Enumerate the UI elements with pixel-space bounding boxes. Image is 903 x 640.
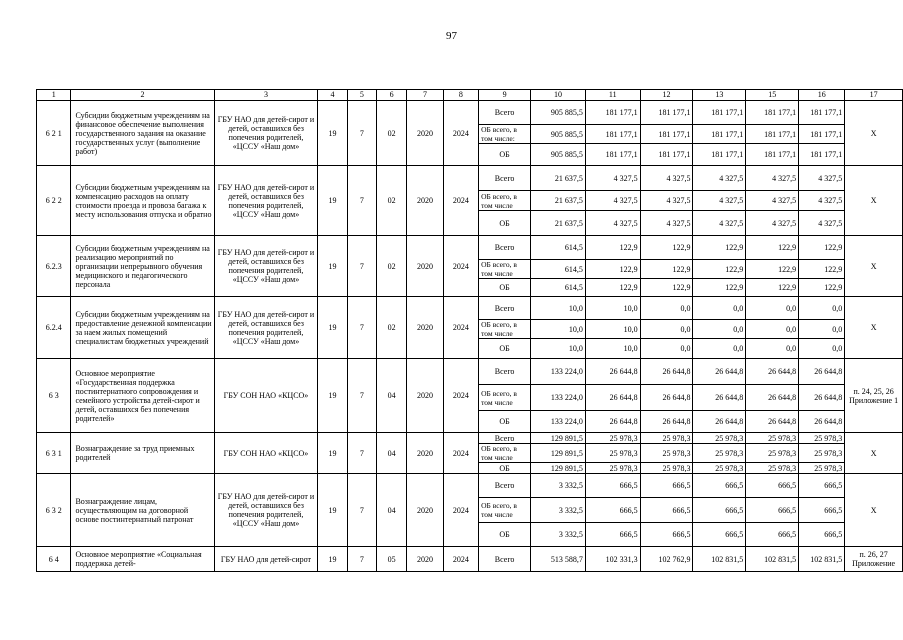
value-cell: 614,5 <box>531 260 586 279</box>
row-col8-cell: 2024 <box>443 297 478 359</box>
table-row <box>37 547 903 572</box>
value-cell: 181 177,1 <box>799 144 845 166</box>
value-cell: 25 978,3 <box>693 444 746 463</box>
column-header: 13 <box>693 90 746 101</box>
value-cell: 25 978,3 <box>693 463 746 474</box>
row-col8-cell: 2024 <box>443 433 478 474</box>
row-code-cell: 6 3 1 <box>37 433 71 474</box>
value-cell: 26 644,8 <box>640 411 693 433</box>
row-code-cell: 6 2 1 <box>37 101 71 166</box>
category-cell: Всего <box>479 547 531 572</box>
value-cell: 0,0 <box>746 320 799 339</box>
row-code-cell: 6 4 <box>37 547 71 572</box>
value-cell: 122,9 <box>585 236 640 260</box>
row-code-cell: 6 3 2 <box>37 474 71 547</box>
table-row <box>37 359 903 385</box>
value-cell: 122,9 <box>746 279 799 297</box>
value-cell: 4 327,5 <box>640 211 693 236</box>
value-cell: 3 332,5 <box>531 523 586 547</box>
value-cell: 26 644,8 <box>799 411 845 433</box>
value-cell: 666,5 <box>585 498 640 523</box>
value-cell: 181 177,1 <box>640 101 693 125</box>
value-cell: 666,5 <box>746 498 799 523</box>
row-org-cell: ГБУ НАО для детей-сирот и детей, оставшихся без попечения родителей, «ЦССУ «Наш дом» <box>214 166 318 236</box>
value-cell: 0,0 <box>693 297 746 320</box>
row-col7-cell: 2020 <box>407 236 443 297</box>
value-cell: 4 327,5 <box>585 191 640 211</box>
value-cell: 666,5 <box>746 523 799 547</box>
value-cell: 122,9 <box>585 279 640 297</box>
row-col6-cell: 02 <box>376 236 406 297</box>
value-cell: 122,9 <box>799 236 845 260</box>
value-cell: 122,9 <box>640 260 693 279</box>
row-note-cell: Х <box>845 101 903 166</box>
column-header: 15 <box>746 90 799 101</box>
value-cell: 102 831,5 <box>693 547 746 572</box>
row-col6-cell: 05 <box>376 547 406 572</box>
row-col8-cell: 2024 <box>443 359 478 433</box>
row-col6-cell: 02 <box>376 297 406 359</box>
column-header: 7 <box>407 90 443 101</box>
value-cell: 122,9 <box>693 279 746 297</box>
value-cell: 4 327,5 <box>640 191 693 211</box>
category-cell: ОБ всего, в том числе <box>479 444 531 463</box>
value-cell: 26 644,8 <box>799 385 845 411</box>
row-col7-cell: 2020 <box>407 166 443 236</box>
value-cell: 26 644,8 <box>799 359 845 385</box>
row-name-cell: Основное мероприятие «Социальная поддержка детей- <box>71 547 214 572</box>
value-cell: 10,0 <box>531 320 586 339</box>
value-cell: 102 762,9 <box>640 547 693 572</box>
value-cell: 0,0 <box>799 320 845 339</box>
value-cell: 4 327,5 <box>693 211 746 236</box>
value-cell: 122,9 <box>693 236 746 260</box>
value-cell: 26 644,8 <box>746 411 799 433</box>
value-cell: 21 637,5 <box>531 166 586 191</box>
value-cell: 181 177,1 <box>799 125 845 144</box>
value-cell: 122,9 <box>640 279 693 297</box>
row-note-cell: Х <box>845 297 903 359</box>
row-col5-cell: 7 <box>347 547 376 572</box>
value-cell: 666,5 <box>585 523 640 547</box>
row-col8-cell: 2024 <box>443 236 478 297</box>
value-cell: 614,5 <box>531 279 586 297</box>
row-note-cell: п. 24, 25, 26 Приложение 1 <box>845 359 903 433</box>
row-org-cell: ГБУ НАО для детей-сирот <box>214 547 318 572</box>
category-cell: ОБ <box>479 463 531 474</box>
column-header: 2 <box>71 90 214 101</box>
row-col4-cell: 19 <box>318 236 347 297</box>
value-cell: 102 331,3 <box>585 547 640 572</box>
value-cell: 129 891,5 <box>531 433 586 444</box>
value-cell: 0,0 <box>693 320 746 339</box>
column-header: 17 <box>845 90 903 101</box>
table-row <box>37 236 903 260</box>
value-cell: 4 327,5 <box>640 166 693 191</box>
row-name-cell: Вознаграждение лицам, осуществляющим на договорной основе постинтернатный патронат <box>71 474 214 547</box>
value-cell: 666,5 <box>799 498 845 523</box>
row-col7-cell: 2020 <box>407 101 443 166</box>
value-cell: 133 224,0 <box>531 411 586 433</box>
category-cell: Всего <box>479 101 531 125</box>
category-cell: ОБ всего, в том числе <box>479 260 531 279</box>
value-cell: 25 978,3 <box>693 433 746 444</box>
row-col8-cell: 2024 <box>443 547 478 572</box>
value-cell: 26 644,8 <box>585 359 640 385</box>
value-cell: 129 891,5 <box>531 463 586 474</box>
value-cell: 0,0 <box>640 297 693 320</box>
row-col6-cell: 02 <box>376 166 406 236</box>
row-col5-cell: 7 <box>347 433 376 474</box>
value-cell: 122,9 <box>693 260 746 279</box>
category-cell: ОБ всего, в том числе <box>479 191 531 211</box>
value-cell: 181 177,1 <box>585 144 640 166</box>
value-cell: 0,0 <box>746 297 799 320</box>
row-col5-cell: 7 <box>347 101 376 166</box>
value-cell: 181 177,1 <box>746 101 799 125</box>
category-cell: Всего <box>479 474 531 498</box>
row-col4-cell: 19 <box>318 474 347 547</box>
value-cell: 122,9 <box>746 260 799 279</box>
table-row <box>37 101 903 125</box>
value-cell: 10,0 <box>585 297 640 320</box>
value-cell: 614,5 <box>531 236 586 260</box>
value-cell: 122,9 <box>585 260 640 279</box>
table-row <box>37 474 903 498</box>
category-cell: Всего <box>479 166 531 191</box>
value-cell: 4 327,5 <box>799 166 845 191</box>
value-cell: 25 978,3 <box>799 463 845 474</box>
value-cell: 3 332,5 <box>531 498 586 523</box>
row-code-cell: 6.2.3 <box>37 236 71 297</box>
category-cell: ОБ <box>479 279 531 297</box>
value-cell: 122,9 <box>799 279 845 297</box>
value-cell: 25 978,3 <box>799 444 845 463</box>
row-org-cell: ГБУ НАО для детей-сирот и детей, оставшихся без попечения родителей, «ЦССУ «Наш дом» <box>214 101 318 166</box>
category-cell: Всего <box>479 236 531 260</box>
value-cell: 181 177,1 <box>640 144 693 166</box>
value-cell: 25 978,3 <box>799 433 845 444</box>
value-cell: 122,9 <box>799 260 845 279</box>
value-cell: 26 644,8 <box>693 411 746 433</box>
value-cell: 666,5 <box>693 498 746 523</box>
category-cell: ОБ <box>479 411 531 433</box>
row-col6-cell: 04 <box>376 474 406 547</box>
row-col4-cell: 19 <box>318 297 347 359</box>
column-header: 6 <box>376 90 406 101</box>
value-cell: 26 644,8 <box>585 411 640 433</box>
row-col4-cell: 19 <box>318 101 347 166</box>
row-org-cell: ГБУ НАО для детей-сирот и детей, оставшихся без попечения родителей, «ЦССУ «Наш дом» <box>214 236 318 297</box>
value-cell: 181 177,1 <box>746 144 799 166</box>
row-col7-cell: 2020 <box>407 359 443 433</box>
value-cell: 4 327,5 <box>585 211 640 236</box>
header-row <box>37 90 903 101</box>
row-note-cell: Х <box>845 166 903 236</box>
value-cell: 3 332,5 <box>531 474 586 498</box>
row-col6-cell: 04 <box>376 359 406 433</box>
category-cell: Всего <box>479 359 531 385</box>
row-name-cell: Субсидии бюджетным учреждениям на реализацию мероприятий по организации непрерывного обучения медицинского и педагогического персонала <box>71 236 214 297</box>
row-col6-cell: 04 <box>376 433 406 474</box>
value-cell: 26 644,8 <box>693 359 746 385</box>
row-name-cell: Субсидии бюджетным учреждениям на финансовое обеспечение выполнения государственного задания на оказание государственных услуг (выполнение работ) <box>71 101 214 166</box>
column-header: 3 <box>214 90 318 101</box>
value-cell: 905 885,5 <box>531 125 586 144</box>
column-header: 12 <box>640 90 693 101</box>
category-cell: ОБ <box>479 523 531 547</box>
value-cell: 4 327,5 <box>799 191 845 211</box>
category-cell: ОБ всего, в том числе: <box>479 125 531 144</box>
value-cell: 0,0 <box>640 320 693 339</box>
value-cell: 4 327,5 <box>693 191 746 211</box>
row-col7-cell: 2020 <box>407 474 443 547</box>
row-name-cell: Вознаграждение за труд приемных родителей <box>71 433 214 474</box>
value-cell: 25 978,3 <box>640 444 693 463</box>
value-cell: 905 885,5 <box>531 101 586 125</box>
value-cell: 0,0 <box>746 339 799 359</box>
value-cell: 666,5 <box>585 474 640 498</box>
row-col7-cell: 2020 <box>407 433 443 474</box>
value-cell: 0,0 <box>693 339 746 359</box>
value-cell: 26 644,8 <box>585 385 640 411</box>
row-col5-cell: 7 <box>347 236 376 297</box>
value-cell: 25 978,3 <box>746 463 799 474</box>
value-cell: 4 327,5 <box>585 166 640 191</box>
column-header: 10 <box>531 90 586 101</box>
row-code-cell: 6 2 2 <box>37 166 71 236</box>
row-col8-cell: 2024 <box>443 101 478 166</box>
column-header: 16 <box>799 90 845 101</box>
value-cell: 122,9 <box>746 236 799 260</box>
value-cell: 26 644,8 <box>640 359 693 385</box>
value-cell: 21 637,5 <box>531 211 586 236</box>
table-row <box>37 166 903 191</box>
value-cell: 102 831,5 <box>799 547 845 572</box>
value-cell: 0,0 <box>640 339 693 359</box>
value-cell: 4 327,5 <box>746 166 799 191</box>
row-name-cell: Субсидии бюджетным учреждениям на предоставление денежной компенсации за наем жилых помещений специалистам бюджетных учреждений <box>71 297 214 359</box>
row-col7-cell: 2020 <box>407 297 443 359</box>
column-header: 8 <box>443 90 478 101</box>
value-cell: 133 224,0 <box>531 385 586 411</box>
value-cell: 4 327,5 <box>693 166 746 191</box>
category-cell: Всего <box>479 433 531 444</box>
row-org-cell: ГБУ СОН НАО «КЦСО» <box>214 359 318 433</box>
value-cell: 25 978,3 <box>746 444 799 463</box>
value-cell: 513 588,7 <box>531 547 586 572</box>
value-cell: 25 978,3 <box>585 444 640 463</box>
value-cell: 181 177,1 <box>585 125 640 144</box>
row-col4-cell: 19 <box>318 359 347 433</box>
row-org-cell: ГБУ СОН НАО «КЦСО» <box>214 433 318 474</box>
value-cell: 666,5 <box>693 474 746 498</box>
value-cell: 10,0 <box>585 320 640 339</box>
row-col5-cell: 7 <box>347 297 376 359</box>
row-col4-cell: 19 <box>318 166 347 236</box>
row-note-cell: Х <box>845 433 903 474</box>
row-col4-cell: 19 <box>318 547 347 572</box>
row-col8-cell: 2024 <box>443 166 478 236</box>
value-cell: 25 978,3 <box>640 463 693 474</box>
value-cell: 122,9 <box>640 236 693 260</box>
column-header: 5 <box>347 90 376 101</box>
table-row <box>37 433 903 444</box>
category-cell: Всего <box>479 297 531 320</box>
value-cell: 26 644,8 <box>640 385 693 411</box>
value-cell: 181 177,1 <box>640 125 693 144</box>
column-header: 11 <box>585 90 640 101</box>
value-cell: 10,0 <box>531 297 586 320</box>
budget-table <box>36 89 903 572</box>
value-cell: 26 644,8 <box>693 385 746 411</box>
value-cell: 666,5 <box>640 474 693 498</box>
column-header: 9 <box>479 90 531 101</box>
row-note-cell: п. 26, 27 Приложение <box>845 547 903 572</box>
value-cell: 10,0 <box>585 339 640 359</box>
value-cell: 666,5 <box>799 523 845 547</box>
value-cell: 21 637,5 <box>531 191 586 211</box>
row-note-cell: Х <box>845 236 903 297</box>
category-cell: ОБ <box>479 211 531 236</box>
row-org-cell: ГБУ НАО для детей-сирот и детей, оставшихся без попечения родителей, «ЦССУ «Наш дом» <box>214 297 318 359</box>
row-col7-cell: 2020 <box>407 547 443 572</box>
value-cell: 181 177,1 <box>693 125 746 144</box>
value-cell: 905 885,5 <box>531 144 586 166</box>
category-cell: ОБ всего, в том числе <box>479 498 531 523</box>
page-number: 97 <box>446 30 457 42</box>
row-org-cell: ГБУ НАО для детей-сирот и детей, оставшихся без попечения родителей, «ЦССУ «Наш дом» <box>214 474 318 547</box>
row-col8-cell: 2024 <box>443 474 478 547</box>
value-cell: 25 978,3 <box>746 433 799 444</box>
value-cell: 4 327,5 <box>799 211 845 236</box>
value-cell: 181 177,1 <box>746 125 799 144</box>
value-cell: 26 644,8 <box>746 385 799 411</box>
category-cell: ОБ <box>479 339 531 359</box>
row-col6-cell: 02 <box>376 101 406 166</box>
category-cell: ОБ всего, в том числе <box>479 320 531 339</box>
value-cell: 666,5 <box>693 523 746 547</box>
row-code-cell: 6.2.4 <box>37 297 71 359</box>
value-cell: 666,5 <box>640 523 693 547</box>
value-cell: 181 177,1 <box>799 101 845 125</box>
value-cell: 666,5 <box>799 474 845 498</box>
row-note-cell: Х <box>845 474 903 547</box>
value-cell: 181 177,1 <box>693 144 746 166</box>
row-name-cell: Основное мероприятие «Государственная поддержка постинтернатного сопровождения и семейного устройства детей-сирот и детей, оставшихся без попечения родителей» <box>71 359 214 433</box>
column-header: 4 <box>318 90 347 101</box>
table-row <box>37 297 903 320</box>
value-cell: 25 978,3 <box>585 433 640 444</box>
row-col4-cell: 19 <box>318 433 347 474</box>
value-cell: 10,0 <box>531 339 586 359</box>
value-cell: 4 327,5 <box>746 191 799 211</box>
value-cell: 129 891,5 <box>531 444 586 463</box>
row-name-cell: Субсидии бюджетным учреждениям на компенсацию расходов на оплату стоимости проезда и провоза багажа к месту использования отпуска и обратно <box>71 166 214 236</box>
row-col5-cell: 7 <box>347 166 376 236</box>
value-cell: 26 644,8 <box>746 359 799 385</box>
value-cell: 4 327,5 <box>746 211 799 236</box>
value-cell: 0,0 <box>799 339 845 359</box>
value-cell: 25 978,3 <box>585 463 640 474</box>
value-cell: 666,5 <box>640 498 693 523</box>
value-cell: 0,0 <box>799 297 845 320</box>
value-cell: 181 177,1 <box>693 101 746 125</box>
row-col5-cell: 7 <box>347 359 376 433</box>
value-cell: 133 224,0 <box>531 359 586 385</box>
value-cell: 25 978,3 <box>640 433 693 444</box>
value-cell: 666,5 <box>746 474 799 498</box>
row-code-cell: 6 3 <box>37 359 71 433</box>
value-cell: 102 831,5 <box>746 547 799 572</box>
category-cell: ОБ <box>479 144 531 166</box>
value-cell: 181 177,1 <box>585 101 640 125</box>
row-col5-cell: 7 <box>347 474 376 547</box>
column-header: 1 <box>37 90 71 101</box>
category-cell: ОБ всего, в том числе <box>479 385 531 411</box>
